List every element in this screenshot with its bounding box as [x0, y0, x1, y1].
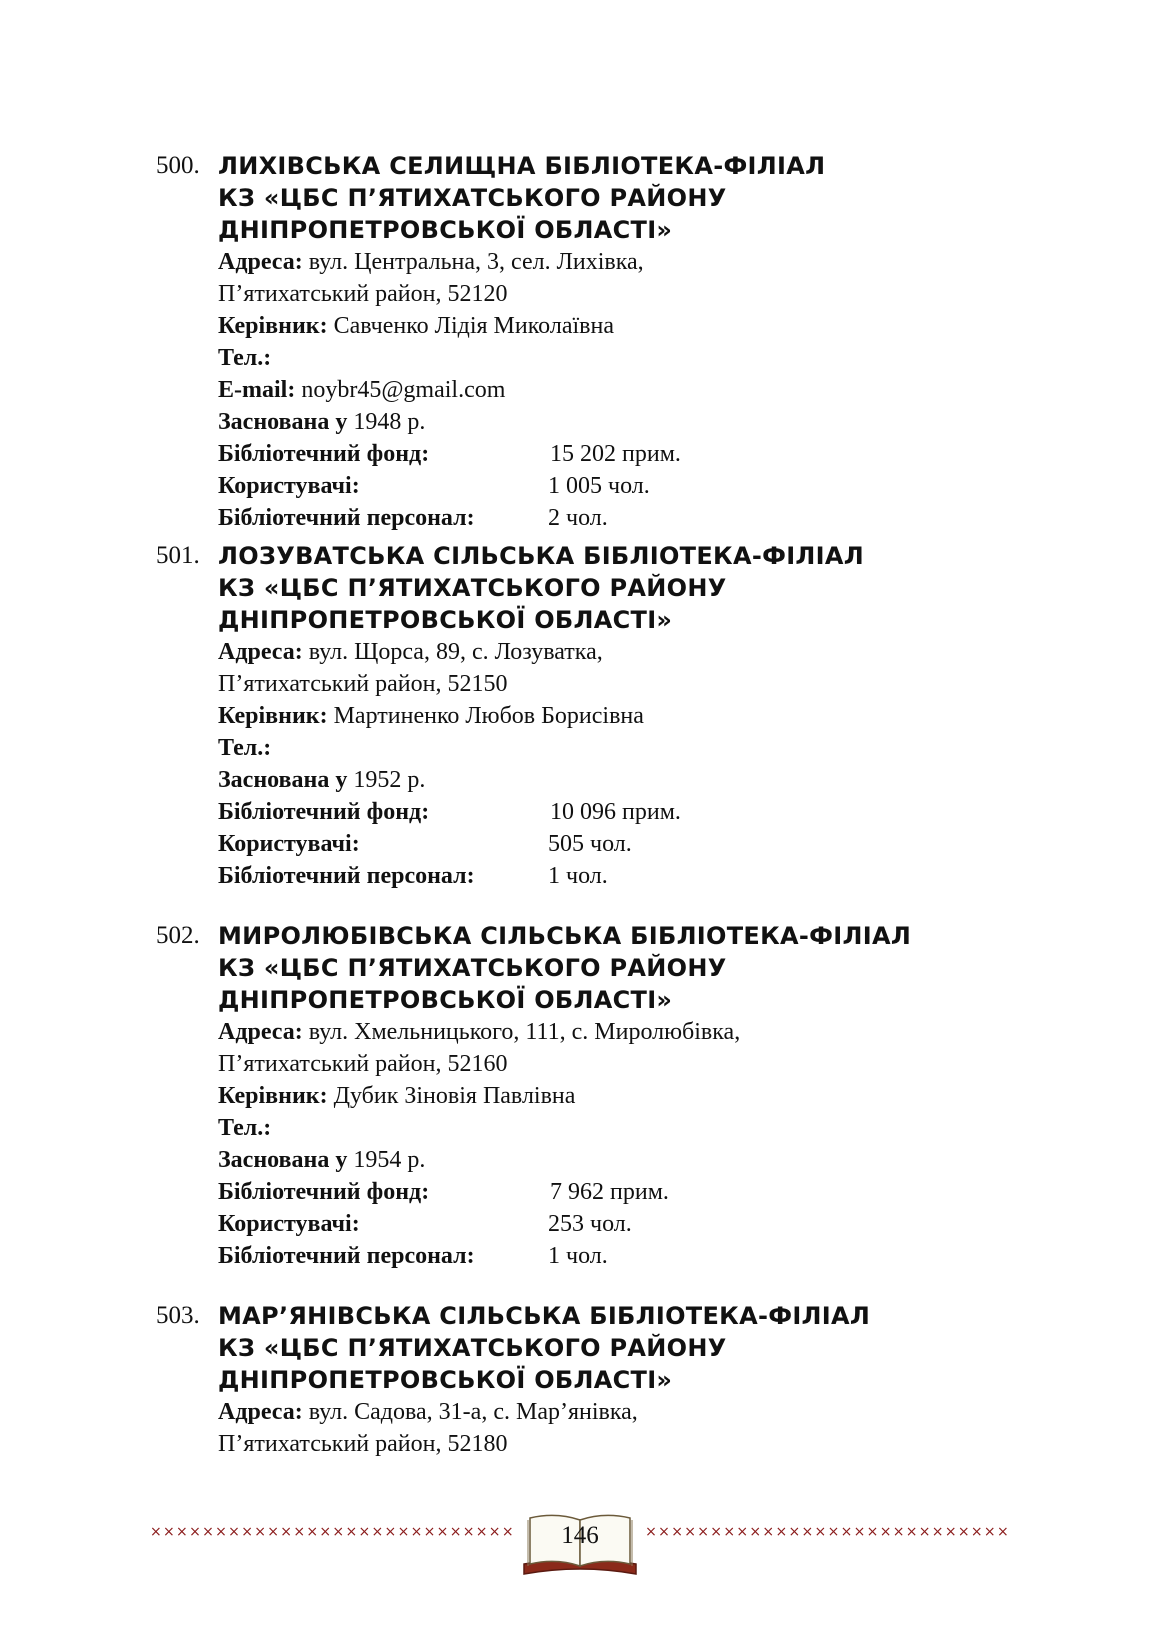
address-line-2: П’ятихатський район, 52120: [218, 281, 508, 307]
entry-title-line: КЗ «ЦБС П’ЯТИХАТСЬКОГО РАЙОНУ: [218, 1334, 727, 1362]
entry-number: 501.: [156, 542, 200, 569]
address-label: Адреса:: [218, 1019, 303, 1045]
entry-title-line: МИРОЛЮБІВСЬКА СІЛЬСЬКА БІБЛІОТЕКА-ФІЛІАЛ: [218, 922, 912, 950]
tel-line: [218, 732, 1056, 764]
founded-label: Заснована у: [218, 1147, 348, 1173]
entry-title-line: ДНІПРОПЕТРОВСЬКОЇ ОБЛАСТІ»: [218, 606, 673, 634]
users-value: 1 005 чол.: [548, 473, 650, 499]
head-value: Мартиненко Любов Борисівна: [333, 703, 644, 729]
founded-value: 1954 р.: [353, 1147, 426, 1173]
staff-value: 1 чол.: [548, 1243, 608, 1269]
head-label: Керівник:: [218, 1083, 328, 1109]
users-label: Користувачі:: [218, 473, 360, 499]
entry-title-line: КЗ «ЦБС П’ЯТИХАТСЬКОГО РАЙОНУ: [218, 954, 727, 982]
address-line-2: П’ятихатський район, 52180: [218, 1431, 508, 1457]
users-line: [218, 828, 1056, 860]
address-line: [218, 636, 1056, 668]
address-label: Адреса:: [218, 639, 303, 665]
users-value: 505 чол.: [548, 831, 632, 857]
page-number: 146: [561, 1522, 599, 1549]
ornament-right: ××××××××××××××××××××××××××××: [645, 1524, 1010, 1540]
entry-500: [156, 150, 1056, 534]
fund-line: [218, 1176, 1056, 1208]
users-line: [218, 470, 1056, 502]
fund-line: [218, 796, 1056, 828]
head-line: [218, 700, 1056, 732]
fund-value: 7 962 прим.: [550, 1179, 669, 1205]
tel-line: [218, 342, 1056, 374]
address-line: [218, 246, 1056, 278]
head-label: Керівник:: [218, 703, 328, 729]
email-value: noybr45@gmail.com: [301, 377, 506, 403]
fund-label: Бібліотечний фонд:: [218, 441, 430, 467]
staff-label: Бібліотечний персонал:: [218, 1243, 475, 1269]
address-line: [218, 1396, 1056, 1428]
fund-value: 10 096 прим.: [550, 799, 681, 825]
address-label: Адреса:: [218, 1399, 303, 1425]
users-line: [218, 1208, 1056, 1240]
head-value: Савченко Лідія Миколаївна: [333, 313, 614, 339]
entry-502: [156, 920, 1056, 1272]
entry-title-line: ДНІПРОПЕТРОВСЬКОЇ ОБЛАСТІ»: [218, 216, 673, 244]
users-value: 253 чол.: [548, 1211, 632, 1237]
staff-line: [218, 502, 1056, 534]
entry-title-line: КЗ «ЦБС П’ЯТИХАТСЬКОГО РАЙОНУ: [218, 184, 727, 212]
address-value: вул. Хмельницького, 111, с. Миролюбівка,: [308, 1019, 741, 1045]
page-footer: [150, 1510, 1010, 1580]
address-line-2: П’ятихатський район, 52150: [218, 671, 508, 697]
founded-line: [218, 764, 1056, 796]
address-value: вул. Центральна, 3, сел. Лихівка,: [308, 249, 644, 275]
book-icon: [520, 1510, 640, 1580]
founded-line: [218, 1144, 1056, 1176]
entry-title-line: ДНІПРОПЕТРОВСЬКОЇ ОБЛАСТІ»: [218, 986, 673, 1014]
entry-title-line: КЗ «ЦБС П’ЯТИХАТСЬКОГО РАЙОНУ: [218, 574, 727, 602]
head-line: [218, 1080, 1056, 1112]
founded-line: [218, 406, 1056, 438]
entry-number: 502.: [156, 922, 200, 949]
entry-title-line: ДНІПРОПЕТРОВСЬКОЇ ОБЛАСТІ»: [218, 1366, 673, 1394]
entry-title-line: ЛОЗУВАТСЬКА СІЛЬСЬКА БІБЛІОТЕКА-ФІЛІАЛ: [218, 542, 865, 570]
fund-value: 15 202 прим.: [550, 441, 681, 467]
fund-line: [218, 438, 1056, 470]
tel-label: Тел.:: [218, 735, 272, 761]
founded-value: 1948 р.: [353, 409, 426, 435]
founded-value: 1952 р.: [353, 767, 426, 793]
address-line-2: П’ятихатський район, 52160: [218, 1051, 508, 1077]
address-label: Адреса:: [218, 249, 303, 275]
staff-line: [218, 1240, 1056, 1272]
tel-label: Тел.:: [218, 345, 272, 371]
head-label: Керівник:: [218, 313, 328, 339]
tel-line: [218, 1112, 1056, 1144]
staff-line: [218, 860, 1056, 892]
fund-label: Бібліотечний фонд:: [218, 1179, 430, 1205]
entry-number: 503.: [156, 1302, 200, 1329]
email-label: E-mail:: [218, 377, 296, 403]
staff-value: 1 чол.: [548, 863, 608, 889]
address-value: вул. Садова, 31-а, с. Мар’янівка,: [308, 1399, 638, 1425]
head-value: Дубик Зіновія Павлівна: [333, 1083, 576, 1109]
founded-label: Заснована у: [218, 767, 348, 793]
address-value: вул. Щорса, 89, с. Лозуватка,: [308, 639, 603, 665]
email-line: [218, 374, 1056, 406]
ornament-left: ××××××××××××××××××××××××××××: [150, 1524, 515, 1540]
founded-label: Заснована у: [218, 409, 348, 435]
entry-number: 500.: [156, 152, 200, 179]
address-line: [218, 1016, 1056, 1048]
fund-label: Бібліотечний фонд:: [218, 799, 430, 825]
users-label: Користувачі:: [218, 831, 360, 857]
tel-label: Тел.:: [218, 1115, 272, 1141]
users-label: Користувачі:: [218, 1211, 360, 1237]
staff-label: Бібліотечний персонал:: [218, 505, 475, 531]
entry-501: [156, 540, 1056, 892]
staff-value: 2 чол.: [548, 505, 608, 531]
entry-503: [156, 1300, 1056, 1460]
head-line: [218, 310, 1056, 342]
entry-title-line: МАР’ЯНІВСЬКА СІЛЬСЬКА БІБЛІОТЕКА-ФІЛІАЛ: [218, 1302, 871, 1330]
staff-label: Бібліотечний персонал:: [218, 863, 475, 889]
entry-title-line: ЛИХІВСЬКА СЕЛИЩНА БІБЛІОТЕКА-ФІЛІАЛ: [218, 152, 826, 180]
